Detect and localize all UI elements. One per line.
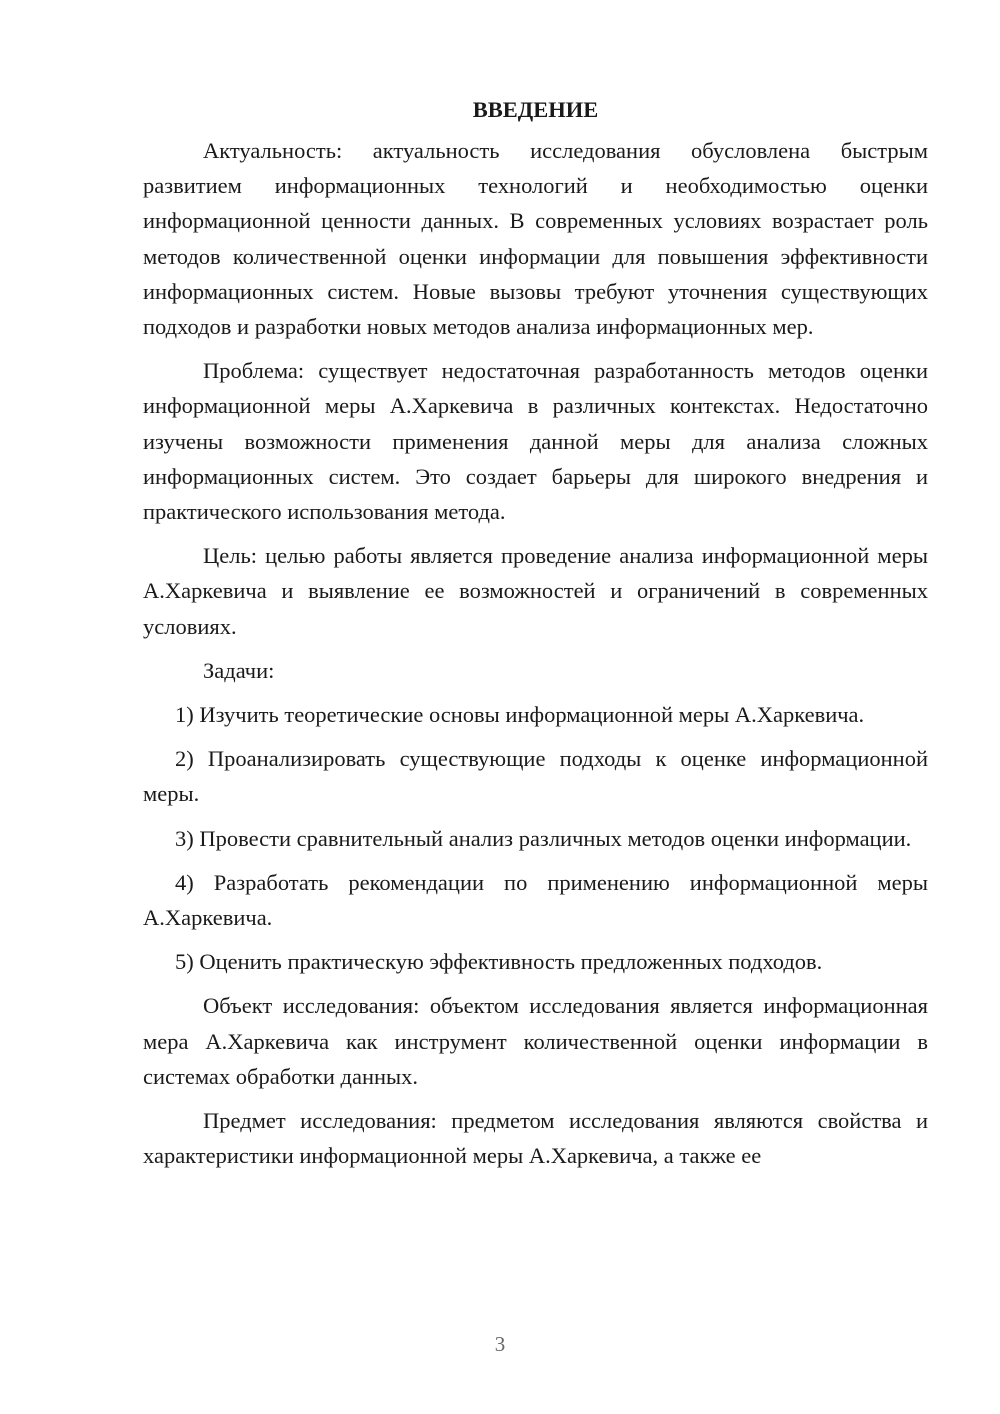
task-item-5: 5) Оценить практическую эффективность предложенных подходов. xyxy=(175,949,823,975)
page-number: 3 xyxy=(494,1332,506,1356)
paragraph-problem: Проблема: существует недостаточная разработанность методов оценки информационной меры А.Харкевича в различных контекстах. Недостаточно изучены возможности применения данной меры для анализа сложных информационных систем. Это создает барьеры для широкого внедрения и практического использования метода. xyxy=(143,358,928,525)
task-item-3: 3) Провести сравнительный анализ различных методов оценки информации. xyxy=(175,825,912,851)
task-item-1: 1) Изучить теоретические основы информационной меры А.Харкевича. xyxy=(175,702,865,728)
paragraph-subject: Предмет исследования: предметом исследования являются свойства и характеристики информационной меры А.Харкевича, а также ее xyxy=(143,1108,928,1169)
page-title: ВВЕДЕНИЕ xyxy=(472,97,599,122)
tasks-label: Задачи: xyxy=(203,657,275,683)
page-content xyxy=(143,92,928,1182)
paragraph-relevance: Актуальность: актуальность исследования обусловлена быстрым развитием информационных технологий и необходимостью оценки информационной ценности данных. В современных условиях возрастает роль методов количественной оценки информации для повышения эффективности информационных систем. Новые вызовы требуют уточнения существующих подходов и разработки новых методов анализа информационных мер. xyxy=(143,138,928,340)
task-item-4: 4) Разработать рекомендации по применению информационной меры А.Харкевича. xyxy=(143,869,928,931)
paragraph-object: Объект исследования: объектом исследования является информационная мера А.Харкевича как инструмент количественной оценки информации в системах обработки данных. xyxy=(143,993,928,1089)
paragraph-goal: Цель: целью работы является проведение анализа информационной меры А.Харкевича и выявление ее возможностей и ограничений в современных условиях. xyxy=(143,543,928,639)
task-item-2: 2) Проанализировать существующие подходы к оценке информационной меры. xyxy=(143,746,928,807)
